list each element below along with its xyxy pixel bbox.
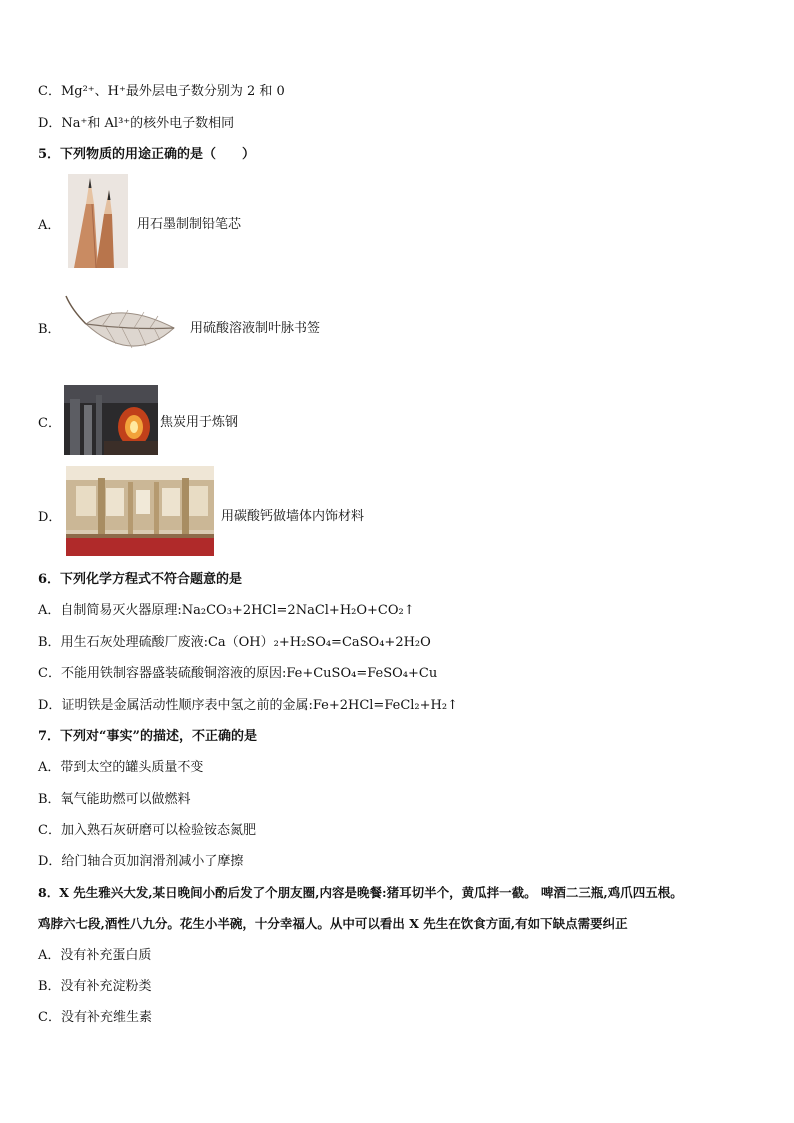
- q5-option-c-text: 焦炭用于炼钢: [160, 415, 239, 430]
- q6-option-c-label: C．: [38, 666, 61, 681]
- q4-option-d: D．Na⁺和 Al³⁺的核外电子数相同: [38, 116, 235, 131]
- q7-option-a: A．带到太空的罐头质量不变: [38, 760, 204, 775]
- q8-option-a: A．没有补充蛋白质: [38, 948, 152, 963]
- q8-option-b: B．没有补充淀粉类: [38, 979, 152, 994]
- q6-stem: 6．下列化学方程式不符合题意的是: [38, 572, 243, 587]
- steel-mill-image: [64, 385, 158, 455]
- q7-option-d: D．给门轴合页加润滑剂减小了摩擦: [38, 854, 244, 869]
- hall-icon: [66, 466, 214, 556]
- q5-option-a-label: A．: [38, 218, 61, 233]
- leaf-icon: [62, 290, 178, 374]
- q5-option-d-label: D．: [38, 510, 62, 525]
- interior-hall-image: [66, 466, 214, 556]
- q7-stem: 7．下列对“事实”的描述，不正确的是: [38, 729, 258, 744]
- leaf-skeleton-image: [62, 290, 178, 374]
- q6-option-c: [38, 666, 437, 682]
- q8-option-c: C．没有补充维生素: [38, 1010, 152, 1025]
- q6-option-d-label: D．: [38, 698, 62, 713]
- pencil-icon: [68, 174, 128, 268]
- q8-stem-line2: 鸡脖六七段,酒性八九分。花生小半碗，十分幸福人。从中可以看出 X 先生在饮食方面,有如下缺点需要纠正: [38, 916, 628, 931]
- q5-option-d-text: 用碳酸钙做墙体内饰材料: [221, 509, 365, 524]
- q5-option-b-text: 用硫酸溶液制叶脉书签: [190, 321, 321, 336]
- q5-option-c-label: C．: [38, 416, 61, 431]
- q4-option-c: C．Mg²⁺、H⁺最外层电子数分别为 2 和 0: [38, 84, 285, 99]
- q6-option-b-text: 用生石灰处理硫酸厂废液:Ca（OH）₂+H₂SO₄=CaSO₄+2H₂O: [60, 635, 431, 650]
- q8-stem-line1: 8．X 先生雅兴大发,某日晚间小酌后发了个朋友圈,内容是晚餐:猪耳切半个，黄瓜拌一截。 啤酒二三瓶,鸡爪四五根。: [38, 885, 683, 900]
- pencil-image: [68, 174, 128, 268]
- q5-option-a-text: 用石墨制制铅笔芯: [137, 217, 242, 232]
- q6-option-d: [38, 698, 458, 714]
- q5-option-b-label: B．: [38, 322, 61, 337]
- q6-option-a-label: A．: [38, 603, 61, 618]
- q6-option-a: [38, 603, 415, 619]
- q6-option-d-text: 证明铁是金属活动性顺序表中氢之前的金属:Fe+2HCl=FeCl₂+H₂↑: [61, 698, 458, 713]
- q7-option-b: B．氧气能助燃可以做燃料: [38, 792, 191, 807]
- q6-option-b: [38, 635, 431, 651]
- q5-stem: 5．下列物质的用途正确的是（ ）: [38, 147, 256, 162]
- q6-option-a-text: 自制简易灭火器原理:Na₂CO₃+2HCl=2NaCl+H₂O+CO₂↑: [60, 603, 415, 618]
- furnace-icon: [64, 385, 158, 455]
- q6-option-b-label: B．: [38, 635, 61, 650]
- q6-option-c-text: 不能用铁制容器盛装硫酸铜溶液的原因:Fe+CuSO₄=FeSO₄+Cu: [60, 666, 438, 681]
- q7-option-c: C．加入熟石灰研磨可以检验铵态氮肥: [38, 823, 256, 838]
